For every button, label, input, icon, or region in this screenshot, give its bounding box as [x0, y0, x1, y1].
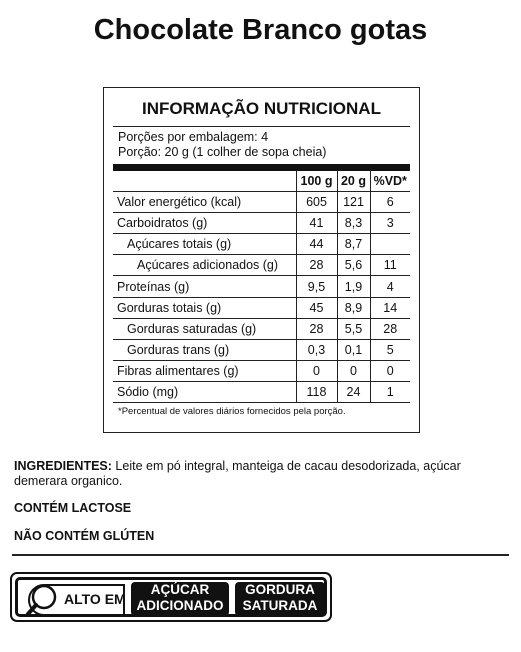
portion-size: Porção: 20 g (1 colher de sopa cheia): [118, 145, 327, 159]
nutrient-label: Valor energético (kcal): [113, 192, 296, 213]
nutrient-label: Açúcares totais (g): [113, 234, 296, 255]
nutrient-label: Sódio (mg): [113, 381, 296, 402]
value-20g: 8,9: [337, 297, 370, 318]
value-vd: 6: [370, 192, 410, 213]
value-vd: 3: [370, 213, 410, 234]
warning-saturated-fat: [235, 582, 325, 616]
warning-sugar: [131, 582, 229, 616]
warning-fat-line1: GORDURA: [245, 582, 315, 597]
front-warning-label: [10, 572, 332, 622]
ingredients-text: Leite em pó integral, manteiga de cacau desodorizada, açúcar demerara organico.: [14, 459, 461, 488]
warning-fat-line2: SATURADA: [242, 598, 318, 613]
value-100g: 44: [296, 234, 337, 255]
nutrient-row: [113, 381, 410, 402]
value-20g: 8,7: [337, 234, 370, 255]
value-20g: 0,1: [337, 339, 370, 360]
value-100g: 605: [296, 192, 337, 213]
value-vd: 14: [370, 297, 410, 318]
value-vd: 11: [370, 255, 410, 276]
nutrition-table-title: INFORMAÇÃO NUTRICIONAL: [142, 99, 381, 118]
header-row: [113, 171, 410, 192]
warning-sugar-line1: AÇÚCAR: [150, 582, 210, 597]
nutrient-row: [113, 276, 410, 297]
value-20g: 5,5: [337, 318, 370, 339]
value-100g: 118: [296, 381, 337, 402]
column-header-100g: 100 g: [296, 171, 337, 192]
nutrient-label: Gorduras saturadas (g): [113, 318, 296, 339]
value-100g: 45: [296, 297, 337, 318]
value-20g: 8,3: [337, 213, 370, 234]
alto-em-label: ALTO EM: [64, 591, 126, 607]
nutrient-row: [113, 339, 410, 360]
nutrient-row: [113, 255, 410, 276]
thick-divider: [113, 164, 410, 171]
nutrient-label: Proteínas (g): [113, 276, 296, 297]
warning-sugar-line2: ADICIONADO: [136, 598, 224, 613]
nutrient-row: [113, 360, 410, 381]
nutrient-label: Carboidratos (g): [113, 213, 296, 234]
value-100g: 28: [296, 255, 337, 276]
column-header-20g: 20 g: [337, 171, 370, 192]
nutrient-label: Gorduras trans (g): [113, 339, 296, 360]
nutrient-label: Fibras alimentares (g): [113, 360, 296, 381]
nutrient-row: [113, 318, 410, 339]
value-vd: 28: [370, 318, 410, 339]
value-20g: 1,9: [337, 276, 370, 297]
value-20g: 24: [337, 381, 370, 402]
nutrient-row: [113, 234, 410, 255]
value-20g: 0: [337, 360, 370, 381]
value-100g: 0: [296, 360, 337, 381]
footnote: *Percentual de valores diários fornecidos pela porção.: [118, 406, 346, 417]
value-vd: 4: [370, 276, 410, 297]
value-100g: 28: [296, 318, 337, 339]
nutrient-grid: [113, 171, 410, 403]
gluten-declaration: NÃO CONTÉM GLÚTEN: [14, 529, 155, 543]
value-100g: 9,5: [296, 276, 337, 297]
nutrition-table: [103, 87, 420, 433]
divider: [113, 126, 410, 127]
ingredients-label: INGREDIENTES:: [14, 459, 112, 473]
value-vd: 0: [370, 360, 410, 381]
value-vd: [370, 234, 410, 255]
nutrient-row: [113, 192, 410, 213]
nutrient-row: [113, 213, 410, 234]
servings-per-package: Porções por embalagem: 4: [118, 130, 269, 144]
value-vd: 5: [370, 339, 410, 360]
nutrient-label: Açúcares adicionados (g): [113, 255, 296, 276]
allergen-lactose: CONTÉM LACTOSE: [14, 501, 132, 515]
alto-em-badge: [24, 583, 128, 615]
value-vd: 1: [370, 381, 410, 402]
value-20g: 121: [337, 192, 370, 213]
product-title: Chocolate Branco gotas: [93, 14, 428, 46]
nutrient-row: [113, 297, 410, 318]
ingredients: [14, 459, 504, 489]
value-20g: 5,6: [337, 255, 370, 276]
divider: [12, 554, 509, 556]
column-header-vd: %VD*: [370, 171, 410, 192]
value-100g: 41: [296, 213, 337, 234]
value-100g: 0,3: [296, 339, 337, 360]
nutrient-label: Gorduras totais (g): [113, 297, 296, 318]
